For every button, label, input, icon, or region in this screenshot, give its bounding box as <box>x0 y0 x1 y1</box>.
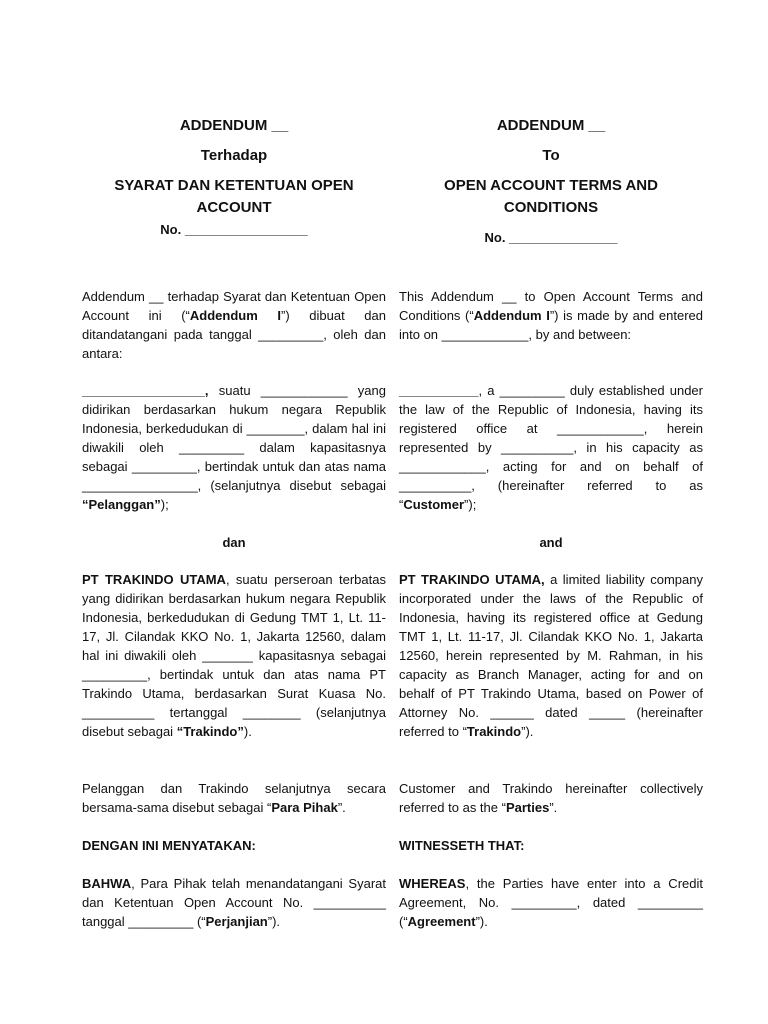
heading-number: No. _______________ <box>484 230 618 245</box>
party-one-paragraph: _________________, suatu ____________ yang didirikan berdasarkan hukum negara Republik Indonesia, berkedudukan di ________, dalam hal ini diwakili oleh _________ dalam kapasitasnya sebagai _________, bertindak untuk dan atas nama ________________, (selanjutnya disebut sebagai “Pelanggan”); <box>82 383 386 512</box>
section-heading: DENGAN INI MENYATAKAN: <box>82 838 256 853</box>
party-two-paragraph: PT TRAKINDO UTAMA, a limited liability company incorporated under the laws of the Republic of Indonesia, having its registered office at Gedung TMT 1, Lt. 11-17, Jl. Cilandak KKO No. 1, Jakarta 12560, herein represented by M. Rahman, in his capacity as Branch Manager, acting for and on behalf of PT Trakindo Utama, based on Power of Attorney No. ______ dated _____ (hereinafter referred to “Trakindo”). <box>399 572 703 739</box>
heading-name: SYARAT DAN KETENTUAN OPEN ACCOUNT <box>114 177 354 216</box>
whereas-paragraph: BAHWA, Para Pihak telah menandatangani Syarat dan Ketentuan Open Account No. __________ tanggal _________ (“Perjanjian”). <box>82 876 386 929</box>
section-heading: WITNESSETH THAT: <box>399 838 525 853</box>
heading-number: No. _________________ <box>160 222 308 237</box>
party-one-paragraph: ___________, a _________ duly established under the law of the Republic of Indonesia, having its registered office at ____________, herein represented by __________, in his capacity as ____________, acting for and on behalf of __________, (hereinafter referred to as “Customer”); <box>399 383 703 512</box>
heading-subtitle: To <box>542 147 560 164</box>
heading-subtitle: Terhadap <box>200 147 268 164</box>
intro-paragraph: Addendum __ terhadap Syarat dan Ketentuan Open Account ini (“Addendum I”) dibuat dan ditandatangani pada tanggal _________, oleh dan antara: <box>82 289 386 361</box>
whereas-paragraph: WHEREAS, the Parties have enter into a Credit Agreement, No. _________, dated _________ (“Agreement”). <box>399 876 703 929</box>
collective-paragraph: Pelanggan dan Trakindo selanjutnya secara bersama-sama disebut sebagai “Para Pihak”. <box>82 781 386 815</box>
heading-name: OPEN ACCOUNT TERMS AND CONDITIONS <box>444 177 658 216</box>
heading-title: ADDENDUM __ <box>496 117 606 134</box>
collective-paragraph: Customer and Trakindo hereinafter collectively referred to as the “Parties”. <box>399 781 703 815</box>
conjunction: and <box>539 535 563 550</box>
heading-title: ADDENDUM __ <box>179 117 289 134</box>
intro-paragraph: This Addendum __ to Open Account Terms and Conditions (“Addendum I”) is made by and entered into on ____________, by and between: <box>399 289 703 342</box>
party-two-paragraph: PT TRAKINDO UTAMA, suatu perseroan terbatas yang didirikan berdasarkan hukum negara Republik Indonesia, berkedudukan di Gedung TMT 1, Lt. 11-17, Jl. Cilandak KKO No. 1, Jakarta 12560, dalam hal ini diwakili oleh _______ kapasitasnya sebagai _________, bertindak untuk dan atas nama PT Trakindo Utama, berdasarkan Surat Kuasa No. __________ tertanggal ________ (selanjutnya disebut sebagai “Trakindo”). <box>82 572 386 739</box>
conjunction: dan <box>222 535 246 550</box>
